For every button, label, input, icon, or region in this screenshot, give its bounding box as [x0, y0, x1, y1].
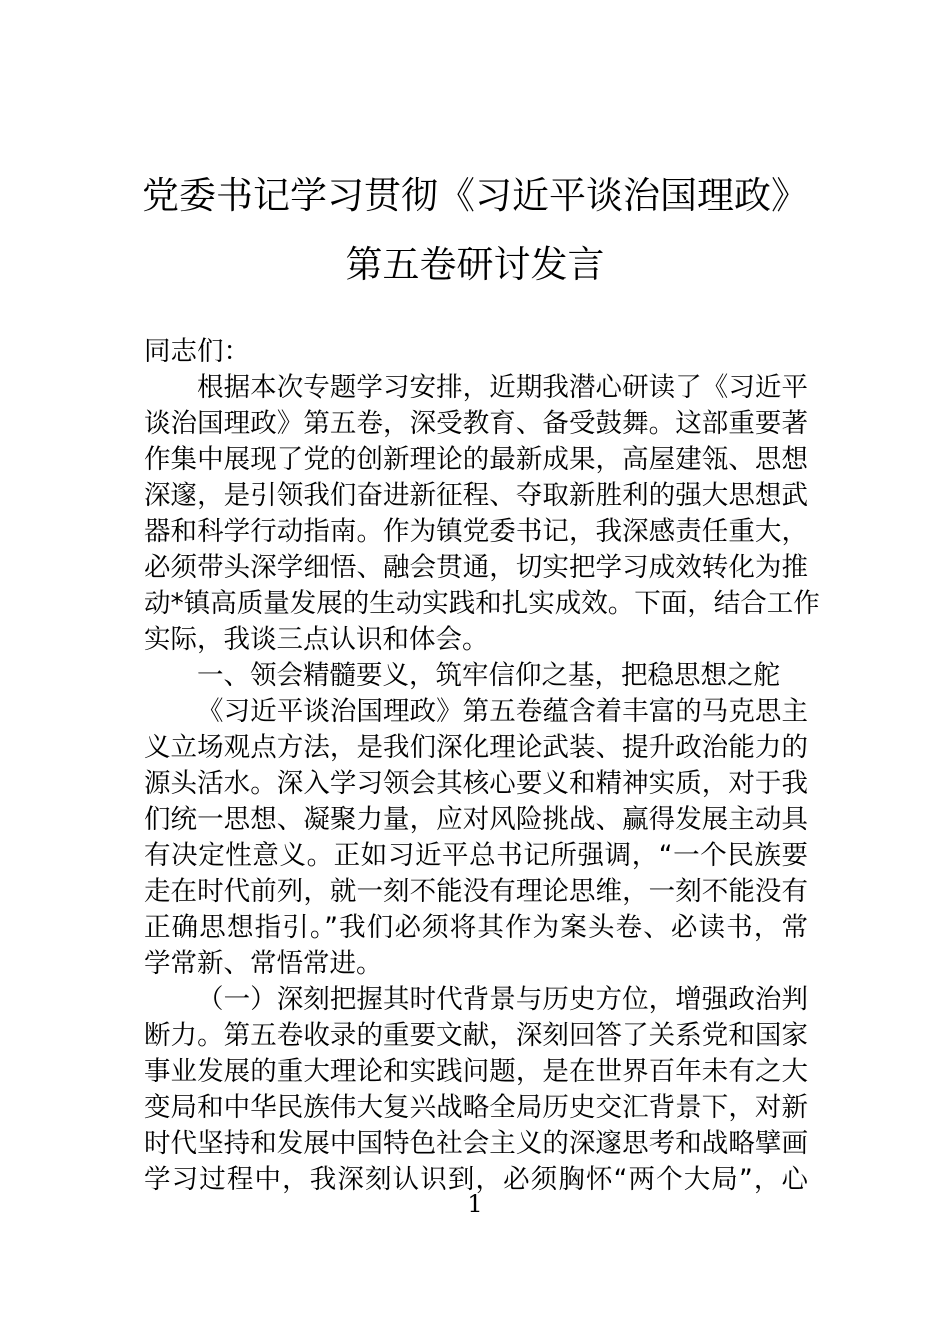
- paragraph-line: 源头活水。深入学习领会其核心要义和精神实质，对于我: [144, 768, 808, 799]
- paragraph-line: 作集中展现了党的创新理论的最新成果，高屋建瓴、思想: [144, 444, 808, 475]
- paragraph-line: 走在时代前列，就一刻不能没有理论思维，一刻不能没有: [144, 876, 808, 907]
- paragraph-line: 必须带头深学细悟、融会贯通，切实把学习成效转化为推: [144, 552, 808, 583]
- paragraph-line: 实际，我谈三点认识和体会。: [144, 624, 489, 655]
- paragraph-line: 《习近平谈治国理政》第五卷蕴含着丰富的马克思主: [197, 696, 808, 727]
- section-heading: 一、领会精髓要义，筑牢信仰之基，把稳思想之舵: [197, 660, 780, 691]
- paragraph-line: 时代坚持和发展中国特色社会主义的深邃思考和战略擘画: [144, 1128, 808, 1159]
- paragraph-line: 正确思想指引。”我们必须将其作为案头卷、必读书，常: [144, 912, 808, 943]
- paragraph-line: （一）深刻把握其时代背景与历史方位，增强政治判: [197, 984, 808, 1015]
- document-title-line-1: 党委书记学习贯彻《习近平谈治国理政》: [142, 174, 808, 217]
- salutation: 同志们：: [144, 336, 250, 367]
- paragraph-line: 深邃，是引领我们奋进新征程、夺取新胜利的强大思想武: [144, 480, 808, 511]
- paragraph-line: 有决定性意义。正如习近平总书记所强调，“一个民族要: [144, 840, 808, 871]
- paragraph-line: 事业发展的重大理论和实践问题，是在世界百年未有之大: [144, 1056, 808, 1087]
- document-title-line-2: 第五卷研讨发言: [345, 243, 605, 286]
- document-body: [144, 334, 820, 1198]
- paragraph-line: 根据本次专题学习安排，近期我潜心研读了《习近平: [197, 372, 808, 403]
- paragraph-line: 义立场观点方法，是我们深化理论武装、提升政治能力的: [144, 732, 808, 763]
- paragraph-line: 器和科学行动指南。作为镇党委书记，我深感责任重大，: [144, 516, 808, 547]
- paragraph-line: 断力。第五卷收录的重要文献，深刻回答了关系党和国家: [144, 1020, 808, 1051]
- paragraph-line: 们统一思想、凝聚力量，应对风险挑战、赢得发展主动具: [144, 804, 808, 835]
- paragraph-line: 动*镇高质量发展的生动实践和扎实成效。下面，结合工作: [144, 588, 820, 619]
- page-number: 1: [467, 1190, 483, 1218]
- paragraph-line: 变局和中华民族伟大复兴战略全局历史交汇背景下，对新: [144, 1092, 808, 1123]
- paragraph-line: 学习过程中，我深刻认识到，必须胸怀“两个大局”，心: [144, 1164, 808, 1195]
- paragraph-line: 谈治国理政》第五卷，深受教育、备受鼓舞。这部重要著: [144, 408, 808, 439]
- paragraph-line: 学常新、常悟常进。: [144, 948, 383, 979]
